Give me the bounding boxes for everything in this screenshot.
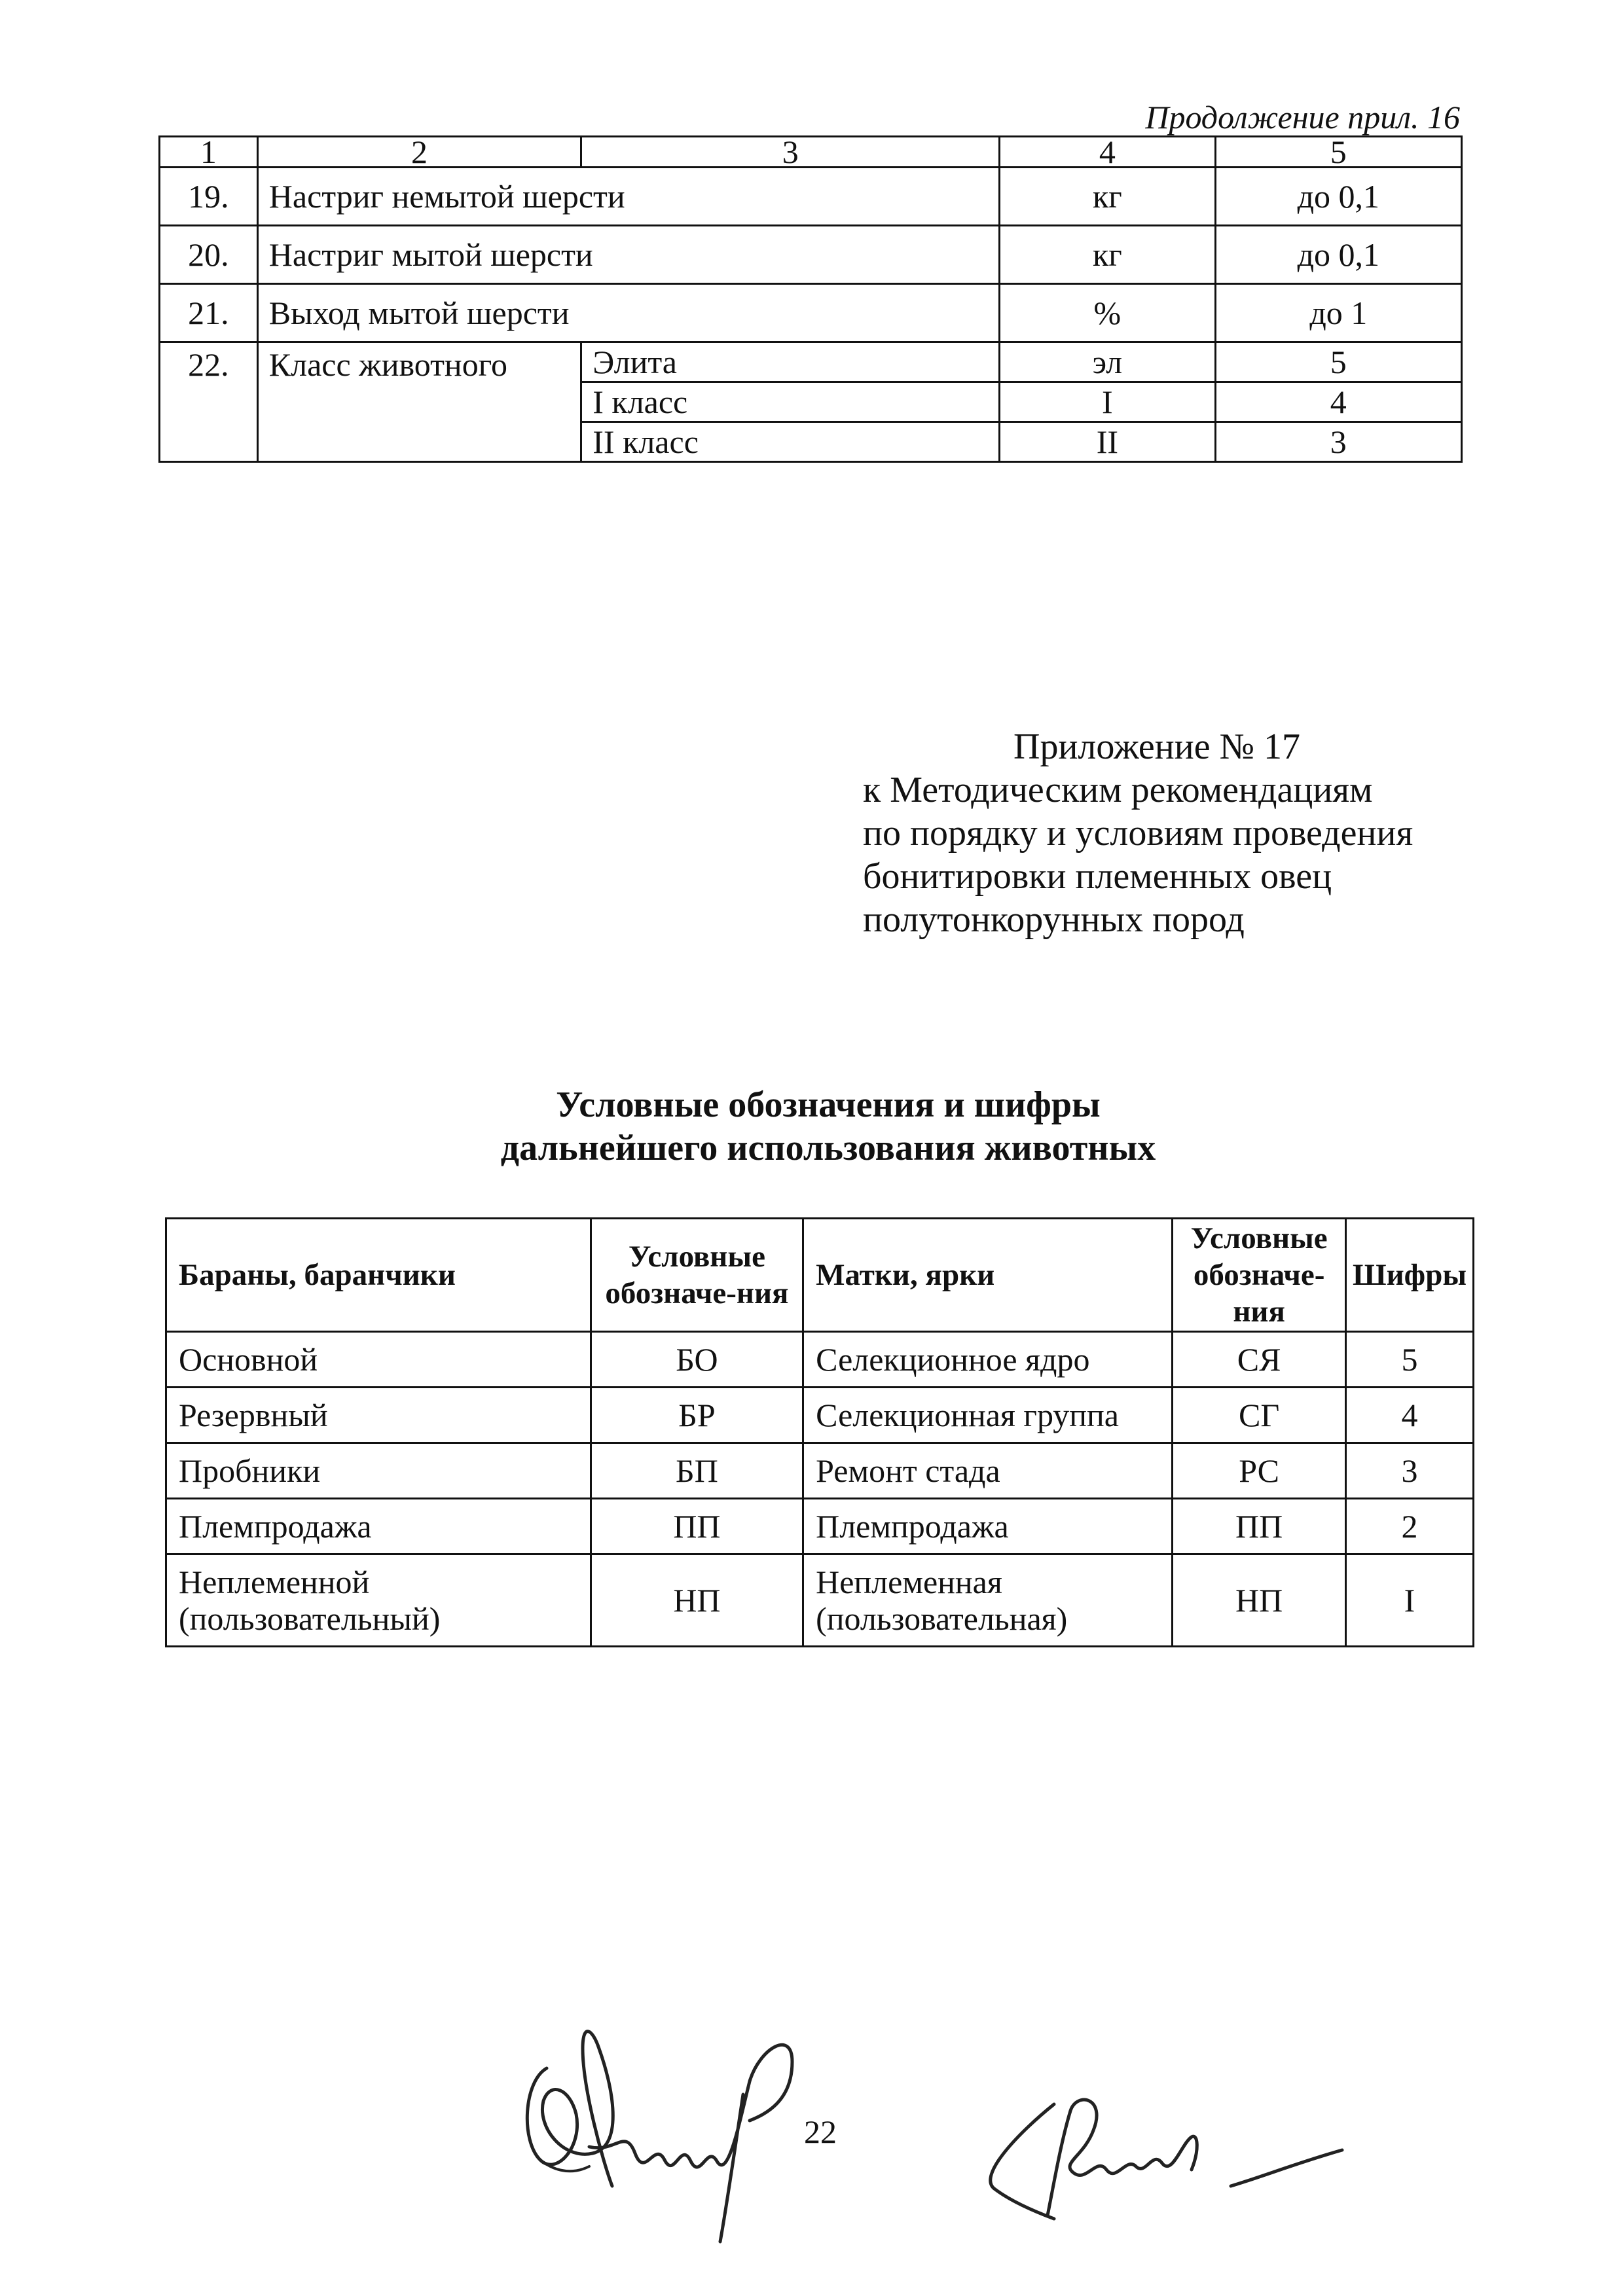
signature-right [956, 2085, 1362, 2242]
unit: II [1000, 422, 1215, 462]
header-ewes: Матки, ярки [803, 1219, 1173, 1332]
column-number: 3 [581, 137, 1000, 168]
appendix-heading [863, 725, 1491, 941]
cipher: 2 [1346, 1499, 1474, 1554]
class-label: I класс [581, 382, 1000, 422]
unit: I [1000, 382, 1215, 422]
value: 4 [1215, 382, 1461, 422]
ram-code: ПП [591, 1499, 803, 1554]
appendix-line: по порядку и условиям проведения [863, 813, 1413, 853]
title-line: дальнейшего использования животных [500, 1128, 1156, 1168]
column-number: 5 [1215, 137, 1461, 168]
value: до 0,1 [1215, 226, 1461, 284]
row-number: 22. [160, 342, 258, 462]
table-row [160, 284, 1462, 342]
row-number: 19. [160, 168, 258, 226]
appendix-line: к Методическим рекомендациям [863, 770, 1373, 810]
row-number: 21. [160, 284, 258, 342]
unit: % [1000, 284, 1215, 342]
column-number: 4 [1000, 137, 1215, 168]
appendix-line: полутонкорунных пород [863, 899, 1245, 940]
ewe-category: Ремонт стада [803, 1443, 1173, 1499]
indicator-name: Класс животного [257, 342, 581, 462]
table-header-row [160, 137, 1462, 168]
indicator-name: Настриг немытой шерсти [257, 168, 999, 226]
column-number: 1 [160, 137, 258, 168]
title-line: Условные обозначения и шифры [556, 1085, 1101, 1125]
table-row [166, 1499, 1474, 1554]
header-ciphers: Шифры [1346, 1219, 1474, 1332]
table-header-row [166, 1219, 1474, 1332]
row-number: 20. [160, 226, 258, 284]
ewe-code: ПП [1173, 1499, 1346, 1554]
ram-code: БП [591, 1443, 803, 1499]
ewe-category: Племпродажа [803, 1499, 1173, 1554]
table-row [166, 1388, 1474, 1443]
ram-category: Резервный [166, 1388, 591, 1443]
ram-category: Неплеменной (пользовательный) [166, 1554, 591, 1647]
ram-code: НП [591, 1554, 803, 1647]
cipher: 5 [1346, 1332, 1474, 1388]
ram-category: Племпродажа [166, 1499, 591, 1554]
indicator-name: Настриг мытой шерсти [257, 226, 999, 284]
codes-table [165, 1217, 1474, 1647]
value: 5 [1215, 342, 1461, 382]
cipher: I [1346, 1554, 1474, 1647]
ewe-code: НП [1173, 1554, 1346, 1647]
page-number: 22 [804, 2113, 837, 2150]
ewe-category: Селекционная группа [803, 1388, 1173, 1443]
header-rams: Бараны, баранчики [166, 1219, 591, 1332]
column-number: 2 [257, 137, 581, 168]
ram-category: Пробники [166, 1443, 591, 1499]
class-label: II класс [581, 422, 1000, 462]
value: 3 [1215, 422, 1461, 462]
indicator-name: Выход мытой шерсти [257, 284, 999, 342]
header-codes: Условные обозначе-ния [591, 1219, 803, 1332]
table-row [166, 1332, 1474, 1388]
ewe-code: СГ [1173, 1388, 1346, 1443]
table-row [166, 1554, 1474, 1647]
value: до 0,1 [1215, 168, 1461, 226]
indicators-table [158, 135, 1463, 463]
table-row [160, 342, 1462, 382]
ram-code: БО [591, 1332, 803, 1388]
document-title [327, 1083, 1329, 1170]
unit: эл [1000, 342, 1215, 382]
ewe-code: РС [1173, 1443, 1346, 1499]
value: до 1 [1215, 284, 1461, 342]
ram-code: БР [591, 1388, 803, 1443]
unit: кг [1000, 226, 1215, 284]
table-row [160, 226, 1462, 284]
cipher: 4 [1346, 1388, 1474, 1443]
ewe-code: СЯ [1173, 1332, 1346, 1388]
class-label: Элита [581, 342, 1000, 382]
signature-left [484, 1990, 825, 2251]
ewe-category: Неплеменная (пользовательная) [803, 1554, 1173, 1647]
appendix-line: Приложение № 17 [1013, 726, 1300, 767]
ewe-category: Селекционное ядро [803, 1332, 1173, 1388]
header-codes: Условные обозначе-ния [1173, 1219, 1346, 1332]
ram-category: Основной [166, 1332, 591, 1388]
continuation-label: Продолжение прил. 16 [1145, 99, 1460, 135]
table-row [160, 168, 1462, 226]
unit: кг [1000, 168, 1215, 226]
table-row [166, 1443, 1474, 1499]
cipher: 3 [1346, 1443, 1474, 1499]
appendix-line: бонитировки племенных овец [863, 856, 1332, 897]
